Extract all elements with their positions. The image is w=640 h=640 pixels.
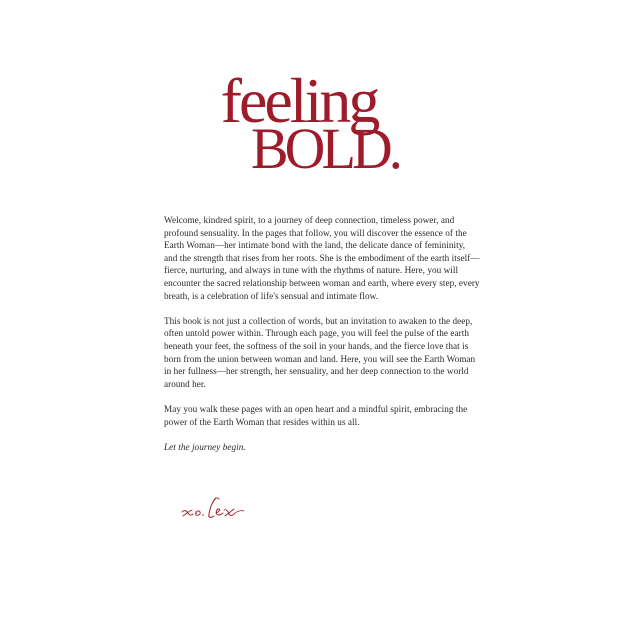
title-logo bbox=[0, 60, 640, 180]
letter-paragraph-3: May you walk these pages with an open heart and a mindful spirit, embracing the power of the Earth Woman that resides within us all. bbox=[164, 403, 468, 427]
title-line-bold: BOLD. bbox=[251, 116, 400, 180]
letter-paragraph-1: Welcome, kindred spirit, to a journey of deep connection, timeless power, and profound sensuality. In the pages that follow, you will discover the essence of the Earth Woman—her intimate bond with the land, the delicate dance of femininity, and the strength that rises from her roots. She is the embodiment of the earth itself—fierce, nurturing, and always in tune with the rhythms of nature. Here, you will encounter the sacred relationship between woman and earth, where every step, every breath, is a celebration of life's sensual and intimate flow. bbox=[164, 215, 480, 301]
signature-svg bbox=[178, 494, 258, 524]
title-line-feeling: feeling bbox=[220, 65, 378, 136]
title-logo-svg bbox=[0, 60, 640, 180]
welcome-letter bbox=[164, 214, 480, 466]
letter-closing: Let the journey begin. bbox=[164, 441, 246, 452]
handwritten-signature-icon bbox=[178, 494, 258, 524]
letter-paragraph-2: This book is not just a collection of words, but an invitation to awaken to the deep, often untold power within. Through each page, you will feel the pulse of the earth beneath your feet, the softness of the soil in your hands, and the fierce love that is born from the union between woman and land. Here, you will see the Earth Woman in her fullness—her strength, her sensuality, and her deep connection to the world around her. bbox=[164, 315, 476, 389]
